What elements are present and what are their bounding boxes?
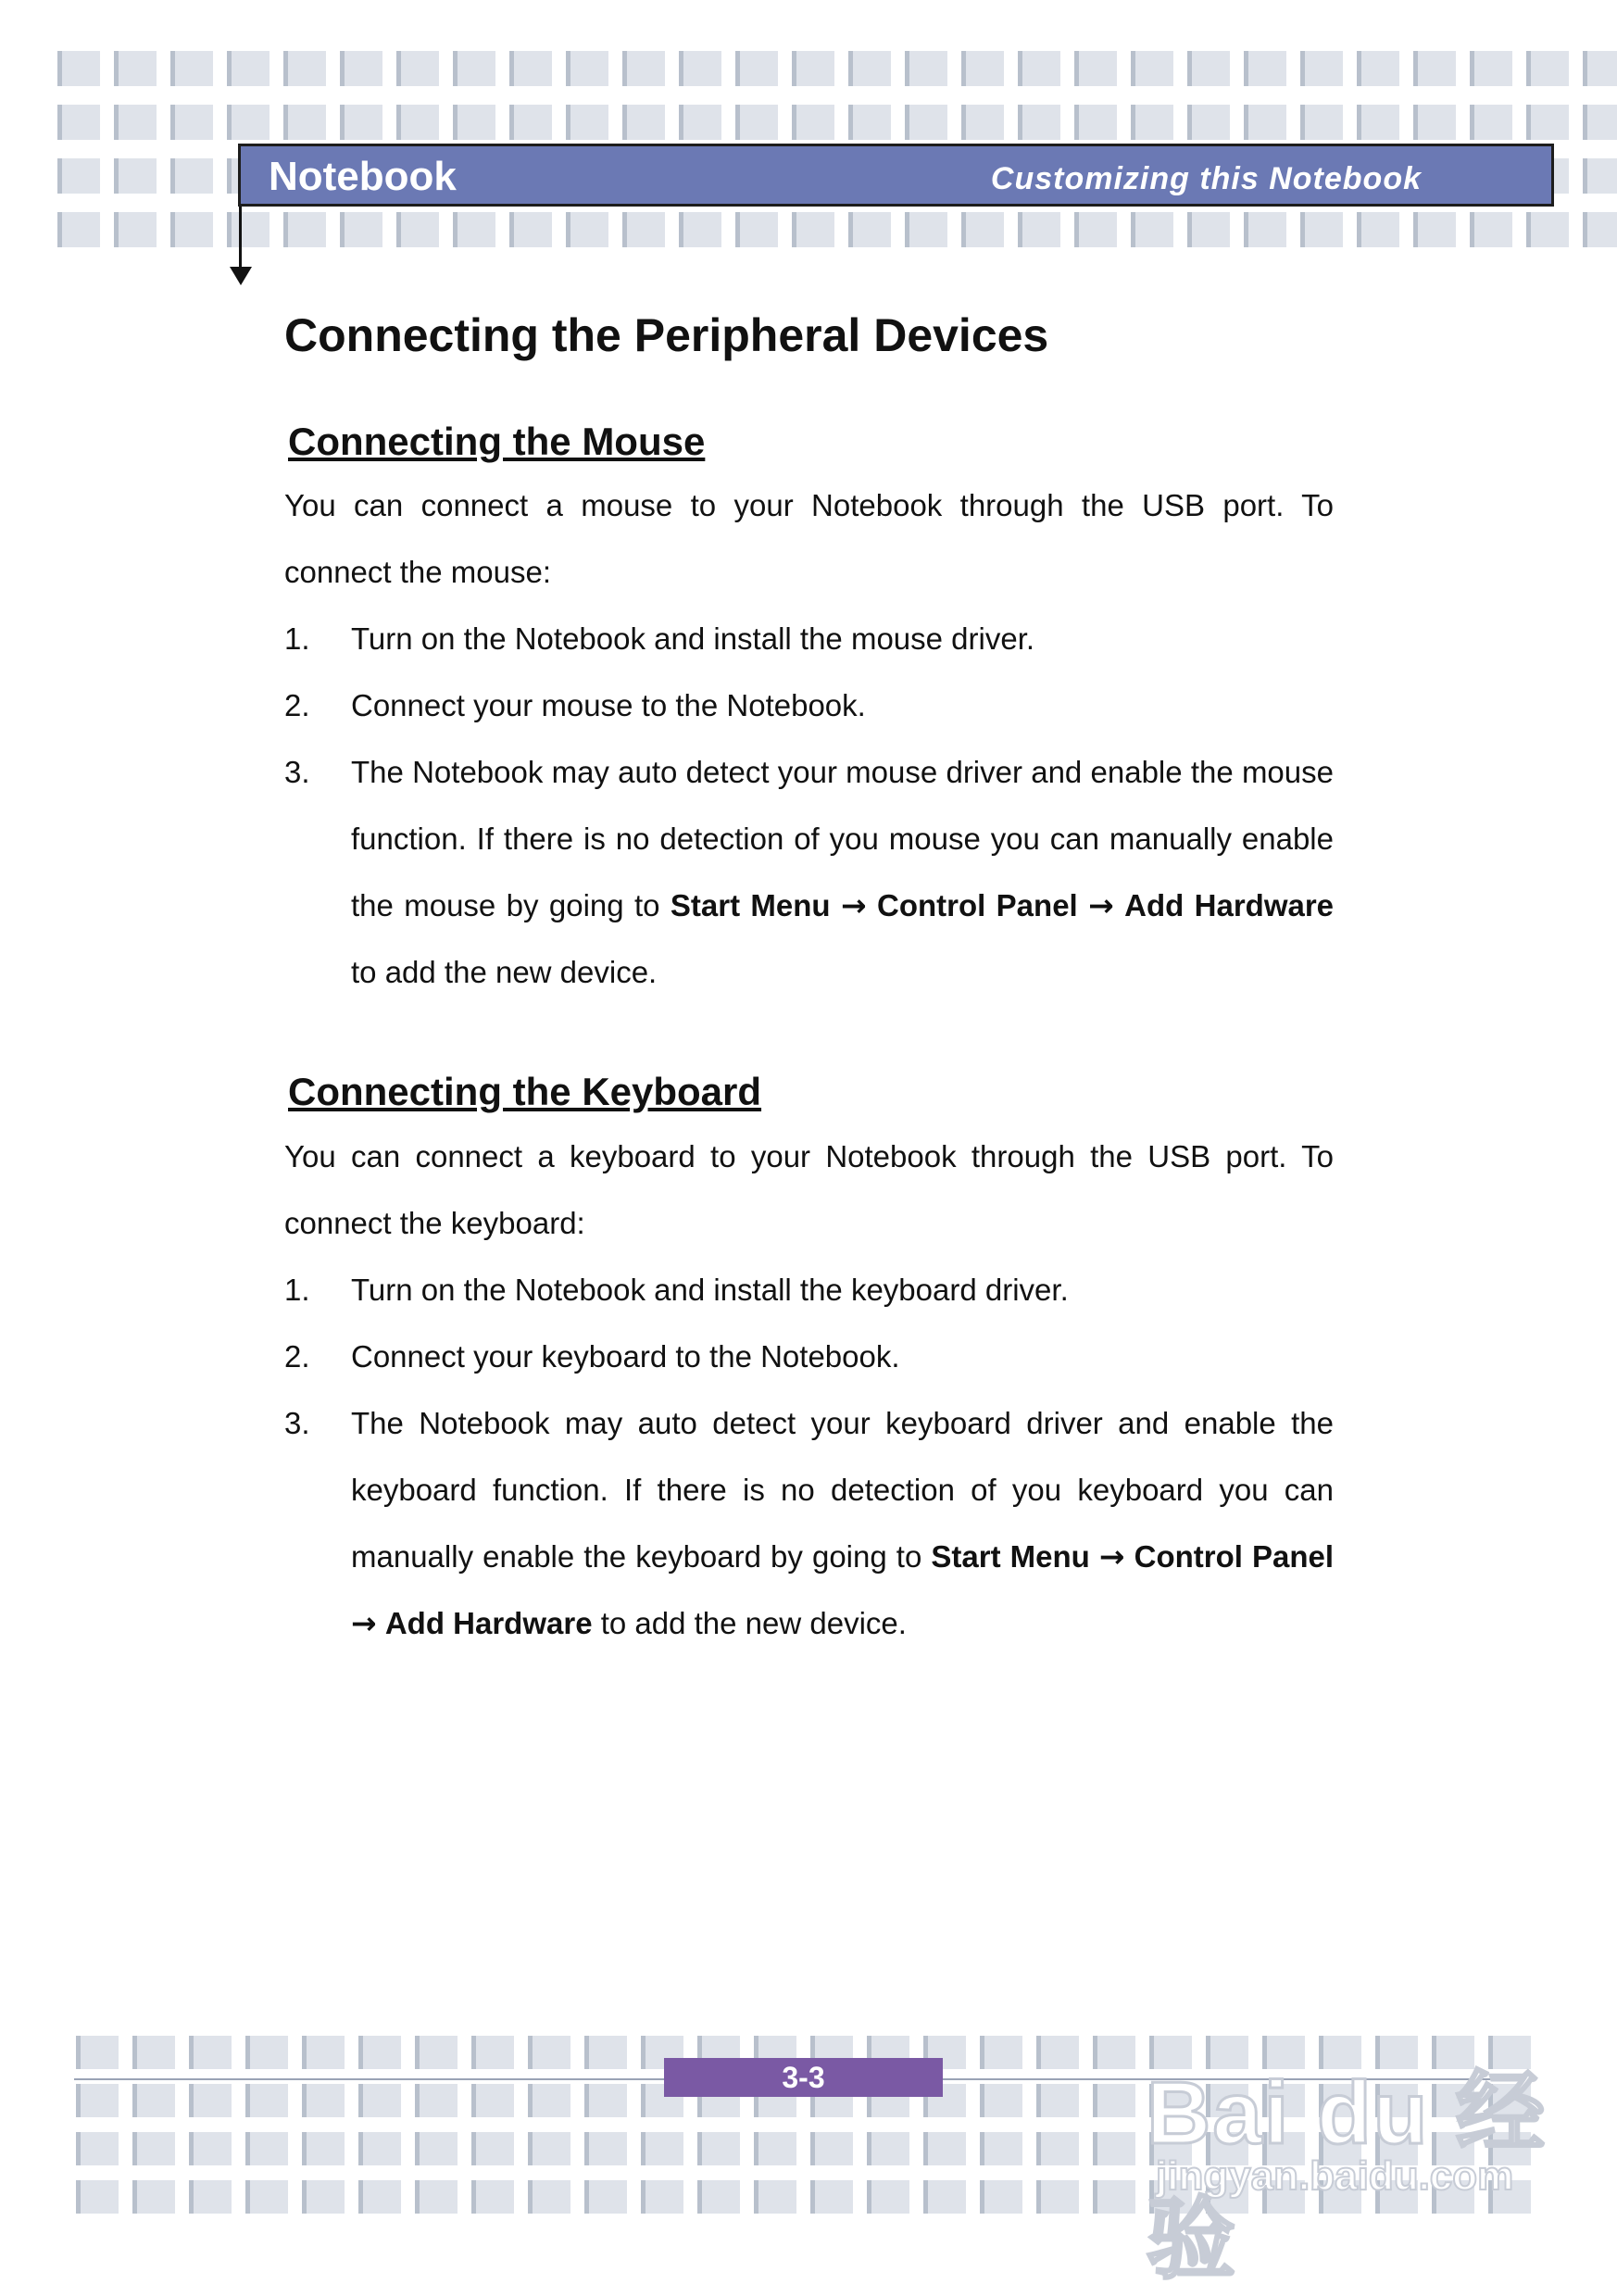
tile bbox=[170, 51, 213, 86]
tile bbox=[1357, 51, 1399, 86]
tile bbox=[358, 2036, 401, 2069]
tile bbox=[1018, 105, 1060, 140]
tile bbox=[1074, 105, 1117, 140]
tile bbox=[584, 2036, 627, 2069]
list-item bbox=[284, 606, 1334, 672]
mouse-steps bbox=[284, 606, 1334, 1006]
step-number: 1. bbox=[284, 621, 310, 657]
tile bbox=[302, 2180, 345, 2214]
tile bbox=[471, 2132, 514, 2165]
tile bbox=[396, 51, 439, 86]
tile bbox=[358, 2132, 401, 2165]
tile bbox=[1583, 158, 1617, 194]
tile bbox=[302, 2084, 345, 2117]
right-arrow-icon: → bbox=[1088, 887, 1114, 924]
page-number: 3-3 bbox=[664, 2058, 943, 2097]
tile bbox=[1093, 2084, 1135, 2117]
list-item bbox=[284, 1324, 1334, 1390]
tile bbox=[57, 51, 100, 86]
tile bbox=[227, 212, 270, 247]
section-heading-mouse: Connecting the Mouse bbox=[288, 420, 706, 463]
tile bbox=[1583, 105, 1617, 140]
tile bbox=[1413, 212, 1456, 247]
tile bbox=[961, 105, 1004, 140]
tile bbox=[415, 2084, 458, 2117]
tile bbox=[114, 212, 157, 247]
tile bbox=[57, 212, 100, 247]
tile bbox=[1018, 212, 1060, 247]
keyboard-steps bbox=[284, 1257, 1334, 1657]
menu-control-panel: Control Panel bbox=[1134, 1538, 1335, 1574]
step-number: 2. bbox=[284, 1338, 310, 1374]
tile bbox=[1357, 105, 1399, 140]
tile bbox=[189, 2084, 232, 2117]
tile bbox=[1413, 51, 1456, 86]
menu-add-hardware: Add Hardware bbox=[384, 1605, 593, 1640]
tile bbox=[1244, 212, 1286, 247]
tile bbox=[1131, 212, 1173, 247]
tile bbox=[980, 2084, 1022, 2117]
tile bbox=[189, 2036, 232, 2069]
tile bbox=[867, 2132, 909, 2165]
tile bbox=[1244, 105, 1286, 140]
tile bbox=[622, 212, 665, 247]
page-title: Connecting the Peripheral Devices bbox=[284, 309, 1049, 361]
tile bbox=[245, 2036, 288, 2069]
tile bbox=[1413, 105, 1456, 140]
tile bbox=[528, 2084, 570, 2117]
watermark-brand: Bai du 经验 bbox=[1147, 2064, 1548, 2290]
tile bbox=[679, 105, 721, 140]
section-heading-keyboard: Connecting the Keyboard bbox=[288, 1070, 762, 1114]
step-text: Connect your mouse to the Notebook. bbox=[351, 688, 866, 723]
list-item bbox=[284, 739, 1334, 1006]
tile bbox=[415, 2036, 458, 2069]
menu-add-hardware: Add Hardware bbox=[1124, 888, 1335, 923]
tile bbox=[848, 105, 891, 140]
baidu-watermark bbox=[1147, 2024, 1554, 2290]
step-number: 1. bbox=[284, 1272, 310, 1307]
tile bbox=[1018, 51, 1060, 86]
tile bbox=[132, 2180, 175, 2214]
tile bbox=[509, 212, 552, 247]
tile bbox=[396, 212, 439, 247]
menu-control-panel: Control Panel bbox=[877, 888, 1078, 923]
tile bbox=[453, 105, 495, 140]
tile bbox=[1036, 2180, 1079, 2214]
tile bbox=[584, 2084, 627, 2117]
tile bbox=[1583, 212, 1617, 247]
tile bbox=[622, 51, 665, 86]
tile bbox=[358, 2084, 401, 2117]
tile bbox=[132, 2036, 175, 2069]
tile bbox=[566, 105, 608, 140]
step-text: Turn on the Notebook and install the mouse driver. bbox=[351, 621, 1035, 657]
tile bbox=[453, 212, 495, 247]
tile bbox=[1093, 2036, 1135, 2069]
tile bbox=[245, 2132, 288, 2165]
step-text: The Notebook may auto detect your keyboard driver and enable the keyboard function. If there is no detection of you keyboard you can manually enable the keyboard by going to bbox=[351, 1405, 1334, 1574]
step-text: Connect your keyboard to the Notebook. bbox=[351, 1338, 900, 1374]
tile bbox=[905, 51, 947, 86]
tile bbox=[961, 51, 1004, 86]
tile bbox=[170, 105, 213, 140]
tile bbox=[679, 212, 721, 247]
tile bbox=[415, 2180, 458, 2214]
tile bbox=[1187, 212, 1230, 247]
step-number: 3. bbox=[284, 755, 310, 790]
right-arrow-icon: → bbox=[1098, 1537, 1125, 1575]
tile bbox=[76, 2180, 119, 2214]
tile bbox=[340, 105, 382, 140]
header-arrow-stem bbox=[239, 207, 242, 269]
tile bbox=[923, 2132, 966, 2165]
tile bbox=[754, 2132, 796, 2165]
tile bbox=[792, 105, 834, 140]
tile bbox=[76, 2132, 119, 2165]
tile bbox=[980, 2036, 1022, 2069]
tile bbox=[170, 158, 213, 194]
keyboard-intro: You can connect a keyboard to your Notebook through the USB port. To connect the keyboard: bbox=[284, 1138, 1334, 1240]
tile bbox=[1036, 2084, 1079, 2117]
tile bbox=[566, 212, 608, 247]
tile bbox=[584, 2132, 627, 2165]
tile bbox=[57, 105, 100, 140]
tile bbox=[735, 105, 778, 140]
watermark-url: jingyan.baidu.com bbox=[1156, 2153, 1514, 2199]
header-title: Notebook bbox=[269, 154, 457, 199]
tile bbox=[1470, 105, 1512, 140]
mouse-intro: You can connect a mouse to your Notebook through the USB port. To connect the mouse: bbox=[284, 488, 1334, 590]
tile bbox=[905, 212, 947, 247]
down-arrow-icon bbox=[230, 267, 252, 285]
tile bbox=[867, 2180, 909, 2214]
list-item bbox=[284, 672, 1334, 739]
tile bbox=[1526, 51, 1569, 86]
tile bbox=[302, 2036, 345, 2069]
step-text: Turn on the Notebook and install the keyboard driver. bbox=[351, 1272, 1069, 1307]
header-subtitle: Customizing this Notebook bbox=[990, 161, 1422, 196]
tile bbox=[227, 105, 270, 140]
tile bbox=[1244, 51, 1286, 86]
tile bbox=[905, 105, 947, 140]
tile bbox=[1526, 212, 1569, 247]
tile bbox=[471, 2180, 514, 2214]
tile bbox=[453, 51, 495, 86]
tile bbox=[189, 2180, 232, 2214]
step-text: The Notebook may auto detect your mouse driver and enable the mouse function. If there is no detection of you mouse you can manually enable the mouse by going to bbox=[351, 755, 1334, 923]
tile bbox=[641, 2180, 683, 2214]
tile bbox=[114, 158, 157, 194]
tile bbox=[340, 51, 382, 86]
right-arrow-icon: → bbox=[351, 1604, 377, 1641]
tile bbox=[509, 51, 552, 86]
tile bbox=[792, 51, 834, 86]
tile bbox=[679, 51, 721, 86]
page-content bbox=[284, 296, 1334, 1657]
tile bbox=[471, 2084, 514, 2117]
tile bbox=[132, 2132, 175, 2165]
tile bbox=[396, 105, 439, 140]
tile bbox=[415, 2132, 458, 2165]
header-bar bbox=[238, 144, 1554, 207]
tile bbox=[227, 51, 270, 86]
tile bbox=[622, 105, 665, 140]
right-arrow-icon: → bbox=[840, 887, 867, 924]
tile bbox=[1187, 51, 1230, 86]
tile bbox=[302, 2132, 345, 2165]
list-item bbox=[284, 1257, 1334, 1324]
tile bbox=[114, 105, 157, 140]
tile bbox=[566, 51, 608, 86]
tile bbox=[1187, 105, 1230, 140]
step-number: 3. bbox=[284, 1405, 310, 1440]
tile bbox=[509, 105, 552, 140]
tile bbox=[1093, 2180, 1135, 2214]
tile bbox=[848, 51, 891, 86]
step-text-end: to add the new device. bbox=[592, 1605, 907, 1640]
tile bbox=[1131, 51, 1173, 86]
tile bbox=[1583, 51, 1617, 86]
tile bbox=[528, 2132, 570, 2165]
tile bbox=[810, 2180, 853, 2214]
menu-start: Start Menu bbox=[931, 1538, 1090, 1574]
menu-start: Start Menu bbox=[670, 888, 831, 923]
tile bbox=[641, 2132, 683, 2165]
tile bbox=[358, 2180, 401, 2214]
tile bbox=[245, 2084, 288, 2117]
tile bbox=[1300, 212, 1343, 247]
tile bbox=[980, 2180, 1022, 2214]
tile bbox=[792, 212, 834, 247]
tile bbox=[735, 51, 778, 86]
tile bbox=[132, 2084, 175, 2117]
tile bbox=[1300, 105, 1343, 140]
tile bbox=[1470, 51, 1512, 86]
tile bbox=[697, 2180, 740, 2214]
tile bbox=[1131, 105, 1173, 140]
tile bbox=[754, 2180, 796, 2214]
tile bbox=[189, 2132, 232, 2165]
tile bbox=[1074, 51, 1117, 86]
tile bbox=[735, 212, 778, 247]
tile bbox=[848, 212, 891, 247]
tile bbox=[1074, 212, 1117, 247]
tile bbox=[283, 51, 326, 86]
tile bbox=[923, 2180, 966, 2214]
tile bbox=[528, 2180, 570, 2214]
tile bbox=[76, 2084, 119, 2117]
tile bbox=[283, 105, 326, 140]
tile bbox=[1357, 212, 1399, 247]
tile bbox=[170, 212, 213, 247]
tile bbox=[283, 212, 326, 247]
tile bbox=[1300, 51, 1343, 86]
tile bbox=[1093, 2132, 1135, 2165]
tile bbox=[1036, 2132, 1079, 2165]
tile bbox=[245, 2180, 288, 2214]
tile bbox=[810, 2132, 853, 2165]
tile bbox=[76, 2036, 119, 2069]
tile bbox=[114, 51, 157, 86]
tile bbox=[584, 2180, 627, 2214]
tile bbox=[528, 2036, 570, 2069]
step-number: 2. bbox=[284, 688, 310, 723]
tile bbox=[340, 212, 382, 247]
tile bbox=[961, 212, 1004, 247]
step-text-end: to add the new device. bbox=[351, 955, 658, 990]
tile bbox=[1036, 2036, 1079, 2069]
tile bbox=[697, 2132, 740, 2165]
tile bbox=[57, 158, 100, 194]
tile bbox=[1470, 212, 1512, 247]
tile bbox=[471, 2036, 514, 2069]
tile bbox=[1526, 105, 1569, 140]
list-item bbox=[284, 1390, 1334, 1657]
tile bbox=[980, 2132, 1022, 2165]
